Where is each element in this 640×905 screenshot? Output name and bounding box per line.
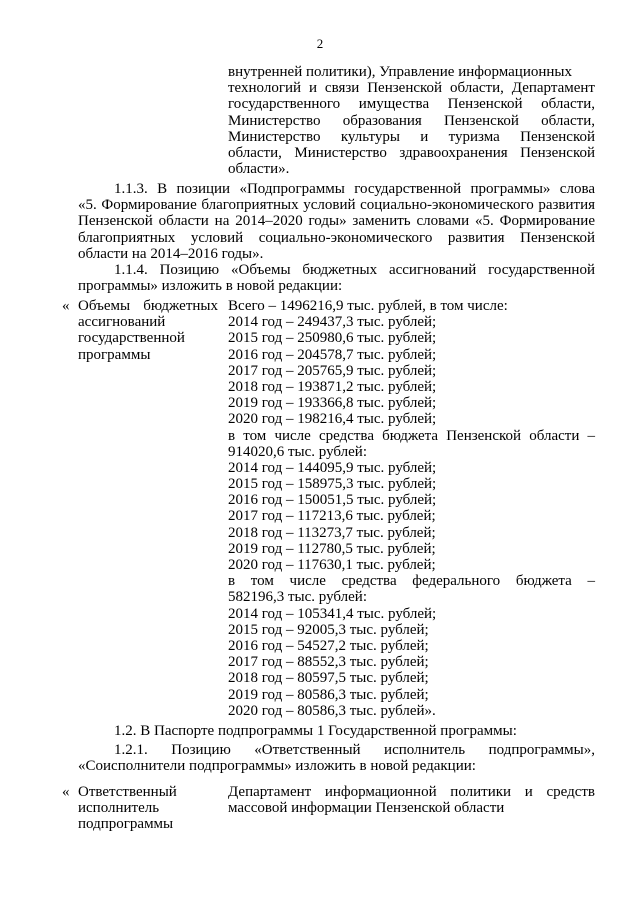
text-line: программы» изложить в новой редакции: xyxy=(78,278,343,295)
text-line: 2018 год – 80597,5 тыс. рублей; xyxy=(228,670,429,687)
opening-quote: « xyxy=(62,298,70,314)
text-line: 2019 год – 193366,8 тыс. рублей; xyxy=(228,395,437,412)
text-line: 1.2.1. Позицию «Ответственный исполнитель подпрограммы», xyxy=(114,742,595,758)
text-line: области на 2014–2016 годы». xyxy=(78,245,264,262)
top-cell-text xyxy=(228,64,595,177)
table1-right-cell xyxy=(228,298,595,719)
text-line: 582196,3 тыс. рублей: xyxy=(228,589,367,606)
text-line: благоприятных условий социально-экономического развития Пензенской xyxy=(78,229,595,246)
text-line: 2020 год – 198216,4 тыс. рублей; xyxy=(228,411,437,428)
text-line: ассигнований xyxy=(78,314,166,331)
text-line: Ответственный xyxy=(78,784,177,800)
text-line: 2018 год – 193871,2 тыс. рублей; xyxy=(228,378,437,395)
text-line: «Соисполнители подпрограммы» изложить в новой редакции: xyxy=(78,758,476,775)
text-line: государственной xyxy=(78,330,185,347)
opening-quote: « xyxy=(62,784,70,800)
text-line: 2020 год – 117630,1 тыс. рублей; xyxy=(228,557,436,573)
paragraph-1-2 xyxy=(78,723,595,739)
text-line: 1.1.4. Позицию «Объемы бюджетных ассигнований государственной xyxy=(114,262,595,278)
paragraph-1-2-1 xyxy=(78,742,595,774)
text-line: государственного имущества Пензенской области, xyxy=(228,96,595,113)
text-line: технологий и связи Пензенской области, Департамент xyxy=(228,80,595,97)
text-line: Министерство образования Пензенской области, xyxy=(228,112,595,129)
text-line: 2020 год – 80586,3 тыс. рублей». xyxy=(228,702,436,719)
text-line: внутренней политики), Управление информационных xyxy=(228,64,572,80)
text-line: «5. Формирование благоприятных условий социально-экономического развития xyxy=(78,197,595,214)
text-line: в том числе средства бюджета Пензенской области – xyxy=(228,427,595,444)
text-line: 2016 год – 204578,7 тыс. рублей; xyxy=(228,346,437,363)
paragraph-1-1-3 xyxy=(78,181,595,262)
table2-left-cell xyxy=(78,784,218,833)
text-line: Всего – 1496216,9 тыс. рублей, в том числе: xyxy=(228,298,508,314)
text-line: 2016 год – 54527,2 тыс. рублей; xyxy=(228,637,429,654)
text-line: области, Министерство здравоохранения Пензенской xyxy=(228,144,595,161)
text-line: Объемы бюджетных xyxy=(78,298,218,314)
text-line: 1.2. В Паспорте подпрограммы 1 Государственной программы: xyxy=(114,723,517,739)
text-line: 2019 год – 80586,3 тыс. рублей; xyxy=(228,686,429,703)
text-line: Министерство культуры и туризма Пензенской xyxy=(228,128,595,145)
text-line: Департамент информационной политики и средств xyxy=(228,784,595,800)
text-line: 2018 год – 113273,7 тыс. рублей; xyxy=(228,524,436,541)
page-number: 2 xyxy=(316,36,324,51)
text-line: программы xyxy=(78,346,151,363)
text-line: 2017 год – 117213,6 тыс. рублей; xyxy=(228,508,436,525)
text-line: 2014 год – 249437,3 тыс. рублей; xyxy=(228,314,437,331)
text-line: 1.1.3. В позиции «Подпрограммы государственной программы» слова xyxy=(114,181,595,197)
text-line: подпрограммы xyxy=(78,816,174,833)
text-line: 2019 год – 112780,5 тыс. рублей; xyxy=(228,540,436,557)
text-line: 2017 год – 88552,3 тыс. рублей; xyxy=(228,654,429,671)
text-line: 2016 год – 150051,5 тыс. рублей; xyxy=(228,492,437,509)
table1-left-cell xyxy=(78,298,218,363)
text-line: 2015 год – 158975,3 тыс. рублей; xyxy=(228,476,437,493)
text-line: 2015 год – 250980,6 тыс. рублей; xyxy=(228,330,437,347)
paragraph-1-1-4 xyxy=(78,262,595,294)
text-line: Пензенской области на 2014–2020 годы» заменить словами «5. Формирование xyxy=(78,213,595,230)
text-line: 2015 год – 92005,3 тыс. рублей; xyxy=(228,621,429,638)
text-line: массовой информации Пензенской области xyxy=(228,800,505,817)
text-line: исполнитель xyxy=(78,800,160,817)
text-line: 2014 год – 144095,9 тыс. рублей; xyxy=(228,459,437,476)
text-line: в том числе средства федерального бюджета – xyxy=(228,573,595,590)
text-line: 914020,6 тыс. рублей: xyxy=(228,443,367,460)
text-line: области». xyxy=(228,161,290,178)
text-line: 2014 год – 105341,4 тыс. рублей; xyxy=(228,605,437,622)
table2-right-cell xyxy=(228,784,595,816)
text-line: 2017 год – 205765,9 тыс. рублей; xyxy=(228,362,437,379)
